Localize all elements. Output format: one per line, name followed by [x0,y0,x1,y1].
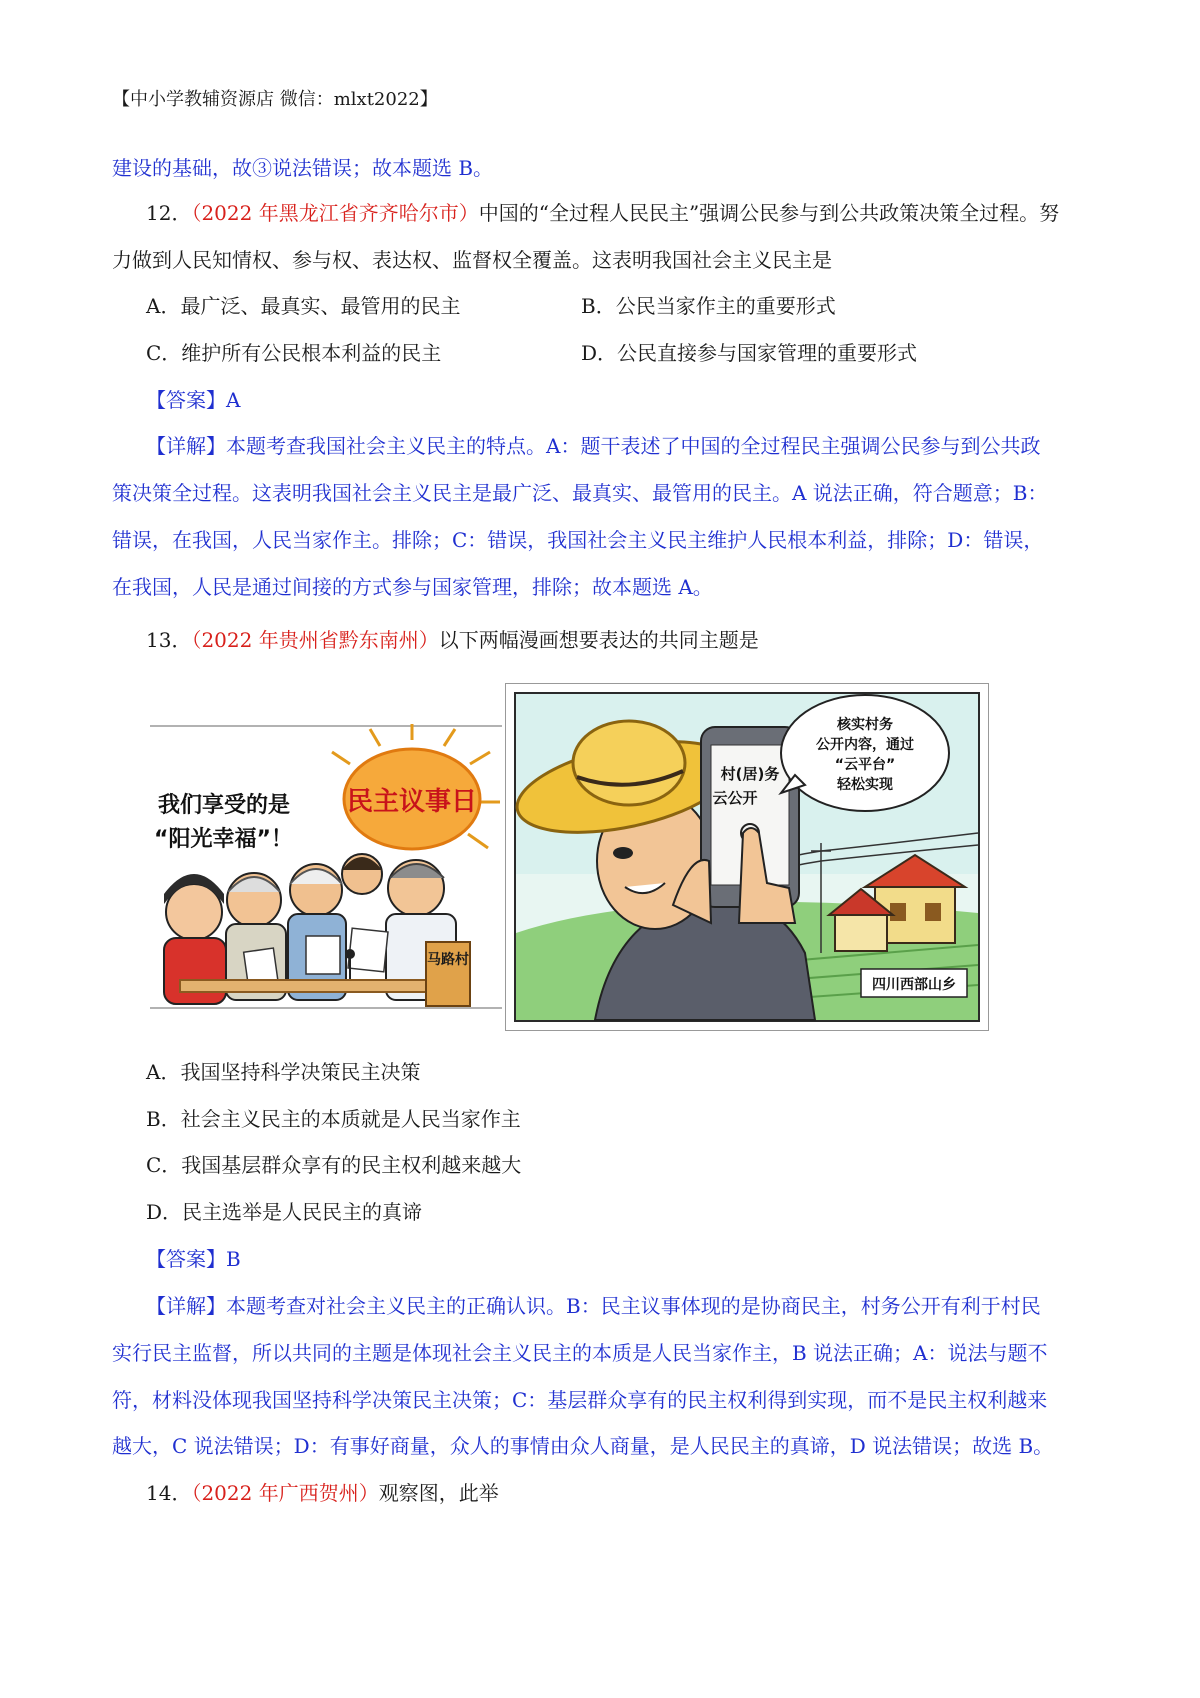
q14-source: （2022 年广西贺州） [191,1481,379,1505]
q14-stem-text: 观察图，此举 [378,1481,499,1505]
q12-option-c: C．维护所有公民根本利益的民主 [146,341,442,365]
q12-stem-line-1 [146,199,1136,227]
cartoon-democratic-discussion-day [150,724,502,1010]
phone-screen-line-2: 云公开 [712,789,758,807]
q12-detail-line-2: 策决策全过程。这表明我国社会主义民主是最广泛、最真实、最管用的民主。A 说法正确，符合题意；B： [112,481,1048,505]
q13-number: 13． [146,628,192,652]
q12-detail-line-1: 【详解】本题考查我国社会主义民主的特点。A：题干表述了中国的全过程民主强调公民参与到公共政 [146,434,1041,458]
sun-label: 民主议事日 [346,787,478,817]
q13-option-c: C．我国基层群众享有的民主权利越来越大 [146,1153,522,1177]
village-sign-label: 马路村 [427,952,469,968]
q13-option-b: B．社会主义民主的本质就是人民当家作主 [146,1107,521,1131]
previous-detail-line: 建设的基础，故③说法错误；故本题选 B。 [112,156,494,180]
table [180,980,430,992]
q13-detail-line-2: 实行民主监督，所以共同的主题是体现社会主义民主的本质是人民当家作主，B 说法正确；A：说法与题不 [112,1341,1048,1365]
q12-detail-line-3: 错误，在我国，人民当家作主。排除；C：错误，我国社会主义民主维护人民根本利益，排除；D：错误， [112,528,1044,552]
q13-source: （2022 年贵州省黔东南州） [191,628,439,652]
q14-stem [146,1479,1136,1507]
q13-answer: 【答案】B [146,1247,241,1271]
q12-detail-line-4: 在我国，人民是通过间接的方式参与国家管理，排除；故本题选 A。 [112,575,713,599]
q13-stem-text: 以下两幅漫画想要表达的共同主题是 [438,628,759,652]
speech-line-2: “阳光幸福”！ [154,827,293,852]
bubble-line-1: 核实村务 [837,717,893,733]
page-header: 【中小学教辅资源店 微信：mlxt2022】 [112,89,438,110]
q13-option-d: D．民主选举是人民民主的真谛 [146,1200,423,1224]
q12-option-d: D．公民直接参与国家管理的重要形式 [581,341,918,365]
cartoon-cloud-village-affairs [505,683,989,1031]
q12-number: 12． [146,201,192,225]
q12-stem-line-2: 力做到人民知情权、参与权、表达权、监督权全覆盖。这表明我国社会主义民主是 [112,248,832,272]
q12-answer: 【答案】A [146,388,241,412]
bubble-line-4: 轻松实现 [837,777,893,793]
q13-detail-line-3: 符，材料没体现我国坚持科学决策民主决策；C：基层群众享有的民主权利得到实现，而不是民主权利越来 [112,1388,1048,1412]
q12-source: （2022 年黑龙江省齐齐哈尔市） [191,201,479,225]
q13-stem [146,626,1136,654]
q13-option-a: A．我国坚持科学决策民主决策 [146,1060,421,1084]
q13-detail-line-1: 【详解】本题考查对社会主义民主的正确认识。B：民主议事体现的是协商民主，村务公开有利于村民 [146,1294,1041,1318]
bubble-line-3: “云平台” [834,757,896,773]
phone-screen-line-1: 村(居)务 [720,765,780,783]
speech-bubble [781,695,949,811]
place-label: 四川西部山乡 [872,977,956,993]
q12-stem-1: 中国的“全过程人民民主”强调公民参与到公共政策决策全过程。努 [478,201,1060,225]
q13-detail-line-4: 越大，C 说法错误；D：有事好商量，众人的事情由众人商量，是人民民主的真谛，D 说法错误；故选 B。 [112,1434,1054,1458]
speech-line-1: 我们享受的是 [158,793,291,818]
bubble-line-2: 公开内容，通过 [816,737,914,753]
q12-option-a: A．最广泛、最真实、最管用的民主 [146,294,461,318]
q12-option-b: B．公民当家作主的重要形式 [581,294,836,318]
q14-number: 14． [146,1481,192,1505]
